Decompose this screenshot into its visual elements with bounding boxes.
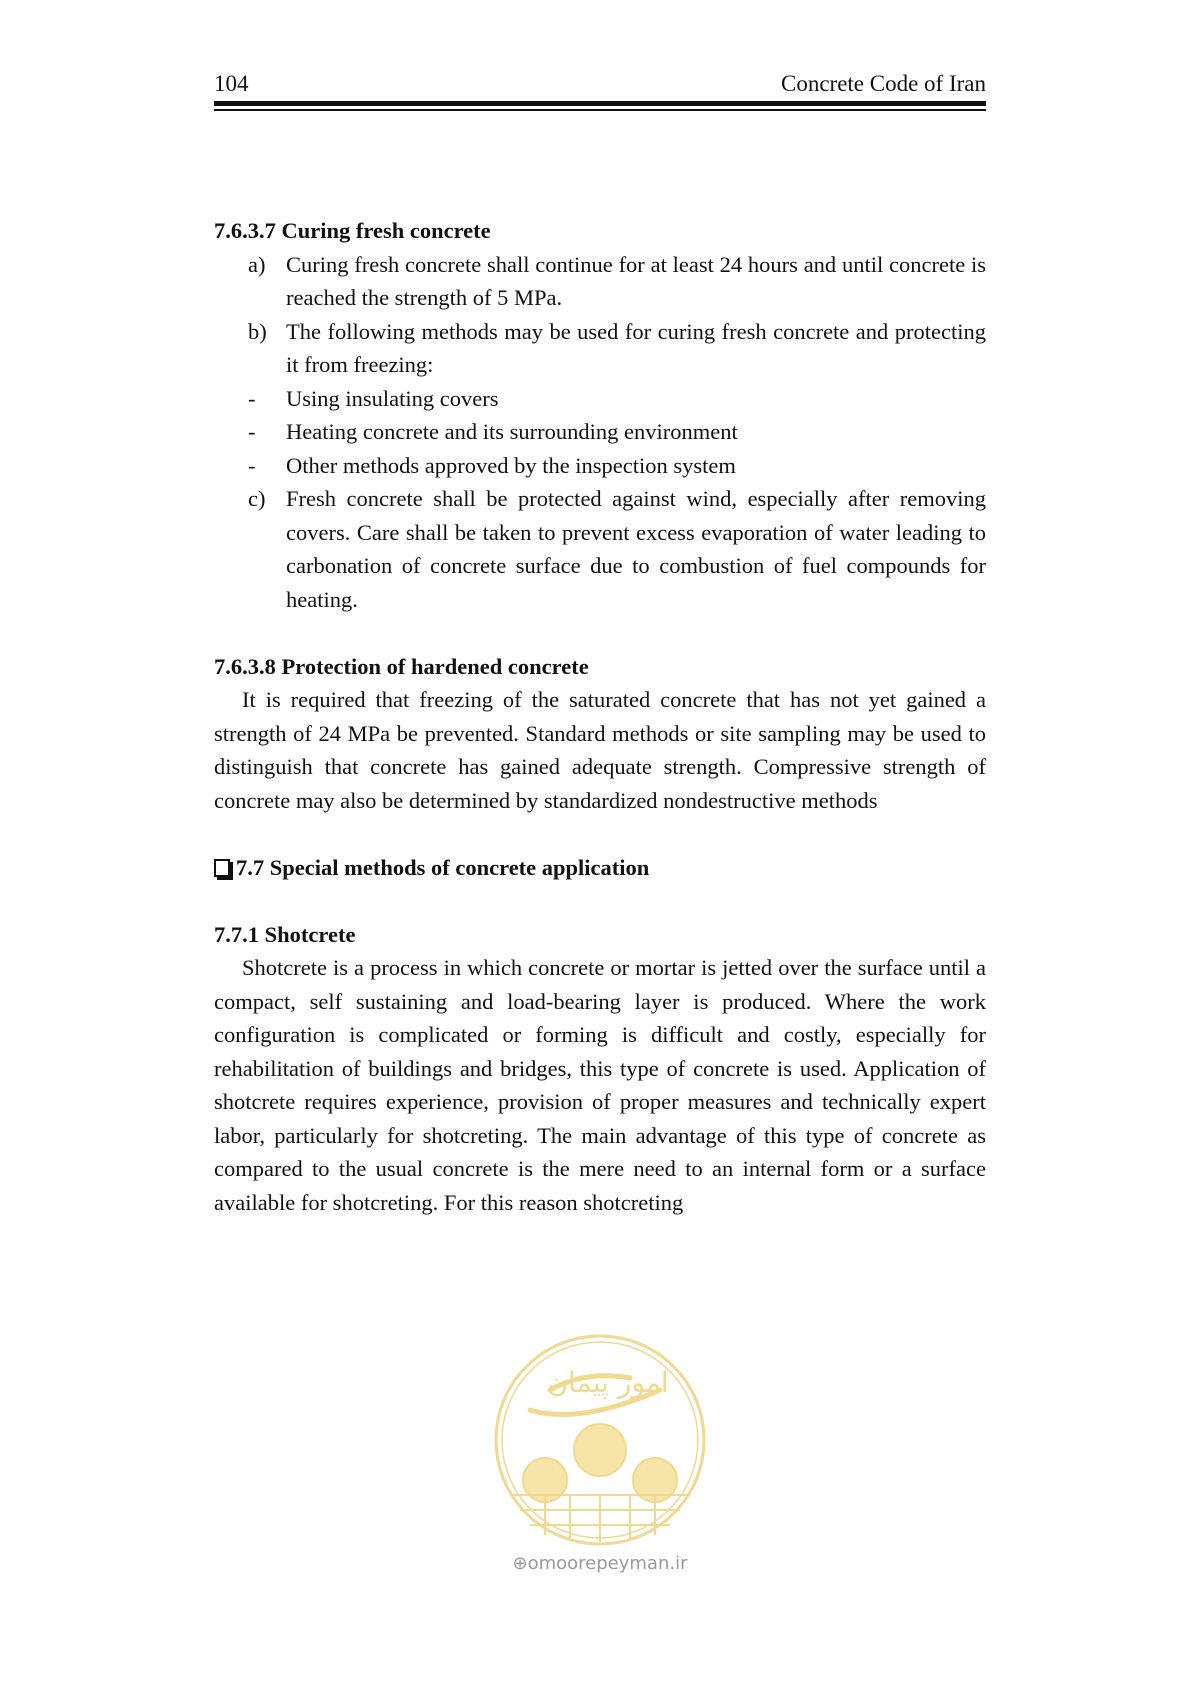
list-item-text: Curing fresh concrete shall continue for at least 24 hours and until concrete is reached the strength of 5 MPa. [286, 251, 986, 310]
list-marker: - [248, 419, 256, 444]
spacer [214, 616, 986, 650]
watermark-url [500, 1553, 700, 1574]
list-item-text: Fresh concrete shall be protected against wind, especially after removing covers. Care shall be taken to prevent excess evaporation of water leading to carbonation of concrete surface due to combustion of fuel compounds for heating. [286, 486, 986, 612]
square-bullet-icon [214, 859, 230, 877]
watermark-logo-text: امور پیمان [547, 1366, 669, 1399]
page-header [214, 70, 986, 98]
list-item [214, 248, 986, 315]
list-item [214, 315, 986, 382]
list-item [214, 415, 986, 449]
spacer [214, 817, 986, 851]
section-heading-771: 7.7.1 Shotcrete [214, 921, 356, 947]
list-item [214, 382, 986, 416]
header-rule-thick [214, 101, 986, 106]
list-item-text: Other methods approved by the inspection system [286, 452, 736, 478]
page-number: 104 [214, 71, 249, 96]
list-item [214, 482, 986, 616]
list-marker: b) [248, 318, 267, 344]
page-body [214, 214, 986, 1219]
watermark-url-text: omoorepeyman.ir [527, 1553, 688, 1574]
section-paragraph-771: Shotcrete is a process in which concrete or mortar is jetted over the surface until a compact, self sustaining and load-bearing layer is produced. Where the work configuration is complicated or forming is difficult and costly, especially for rehabilitation of buildings and bridges, this type of concrete is used. Application of shotcrete requires experience, provision of proper measures and technically expert labor, particularly for shotcreting. The main advantage of this type of concrete as compared to the usual concrete is the mere need to an internal form or a surface available for shotcreting. For this reason shotcreting [214, 955, 986, 1215]
list-marker: c) [248, 486, 266, 511]
list-marker: - [248, 452, 256, 478]
list-marker: a) [248, 251, 266, 277]
spacer [214, 884, 986, 918]
watermark-logo [490, 1330, 710, 1570]
globe-icon: ⊕ [512, 1553, 528, 1574]
list-item-text: Using insulating covers [286, 385, 499, 411]
book-title: Concrete Code of Iran [780, 71, 986, 96]
list-item-text: The following methods may be used for curing fresh concrete and protecting it from freezing: [286, 318, 986, 377]
list-item-text: Heating concrete and its surrounding environment [286, 419, 738, 444]
section-heading-7638: 7.6.3.8 Protection of hardened concrete [214, 653, 589, 679]
header-rule-thin [214, 109, 986, 111]
section-heading-7637: 7.6.3.7 Curing fresh concrete [214, 218, 491, 243]
list-marker: - [248, 385, 256, 411]
section-paragraph-7638: It is required that freezing of the saturated concrete that has not yet gained a strength of 24 MPa be prevented. Standard methods or site sampling may be used to distinguish that concrete has gained adequate strength. Compressive strength of concrete may also be determined by standardized nondestructive methods [214, 687, 986, 813]
list-item [214, 449, 986, 483]
section-heading-77-text: 7.7 Special methods of concrete application [236, 854, 650, 880]
section-heading-77 [214, 851, 986, 885]
